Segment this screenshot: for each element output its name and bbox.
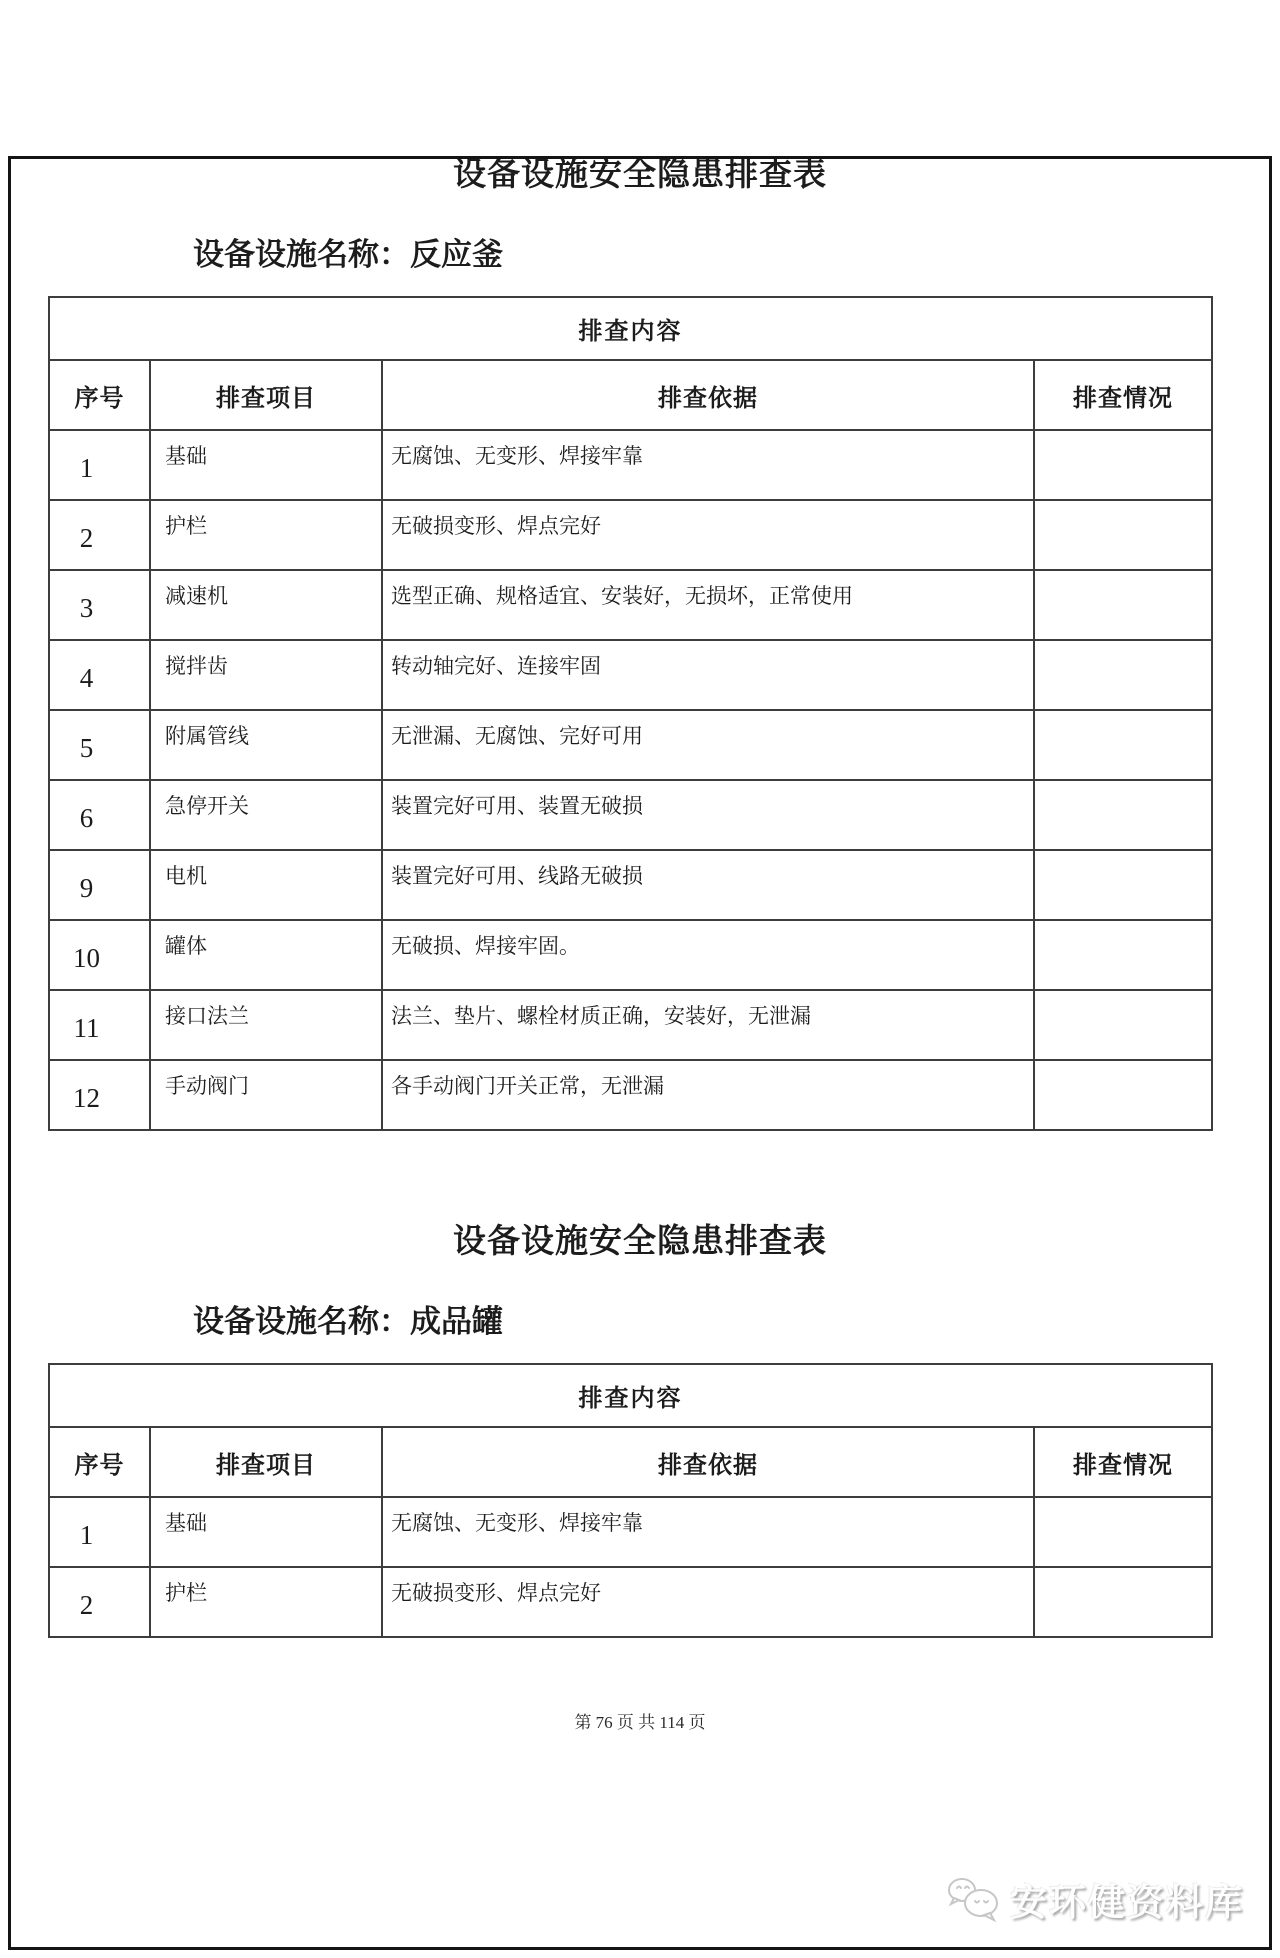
cell-no: 1 (49, 430, 150, 500)
cell-basis: 无破损变形、焊点完好 (382, 500, 1034, 570)
cell-status (1034, 710, 1212, 780)
caption-row (49, 297, 1212, 360)
column-header: 排查情况 (1034, 1427, 1212, 1497)
cell-item: 罐体 (150, 920, 382, 990)
cell-basis: 装置完好可用、线路无破损 (382, 850, 1034, 920)
cell-no: 10 (49, 920, 150, 990)
cell-status (1034, 850, 1212, 920)
table-row (49, 430, 1212, 500)
table-caption: 排查内容 (49, 1364, 1212, 1427)
cell-item: 减速机 (150, 570, 382, 640)
cell-basis: 无破损、焊接牢固。 (382, 920, 1034, 990)
table-row (49, 1497, 1212, 1567)
cell-item: 搅拌齿 (150, 640, 382, 710)
cell-no: 12 (49, 1060, 150, 1130)
cell-status (1034, 920, 1212, 990)
cell-basis: 无腐蚀、无变形、焊接牢靠 (382, 430, 1034, 500)
table-row (49, 780, 1212, 850)
table-row (49, 920, 1212, 990)
equipment-name-line: 设备设施名称：反应釜 (193, 237, 503, 272)
cell-no: 2 (49, 1567, 150, 1637)
watermark (946, 1872, 1244, 1926)
table-row (49, 1060, 1212, 1130)
table-row (49, 1567, 1212, 1637)
inspection-table-reactor (48, 296, 1213, 1131)
cell-no: 4 (49, 640, 150, 710)
table-row (49, 850, 1212, 920)
table-body (49, 430, 1212, 1130)
table-row (49, 710, 1212, 780)
cell-basis: 法兰、垫片、螺栓材质正确，安装好，无泄漏 (382, 990, 1034, 1060)
cell-item: 护栏 (150, 500, 382, 570)
cell-item: 护栏 (150, 1567, 382, 1637)
cell-no: 6 (49, 780, 150, 850)
cell-status (1034, 570, 1212, 640)
cell-basis: 转动轴完好、连接牢固 (382, 640, 1034, 710)
cell-item: 急停开关 (150, 780, 382, 850)
watermark-text: 安环健资料库 (1010, 1883, 1244, 1924)
cell-basis: 各手动阀门开关正常，无泄漏 (382, 1060, 1034, 1130)
cell-basis: 装置完好可用、装置无破损 (382, 780, 1034, 850)
cell-no: 3 (49, 570, 150, 640)
cell-status (1034, 1567, 1212, 1637)
cell-basis: 选型正确、规格适宜、安装好，无损坏，正常使用 (382, 570, 1034, 640)
table-caption: 排查内容 (49, 297, 1212, 360)
page-number: 第 76 页 共 114 页 (574, 1713, 706, 1732)
cell-item: 接口法兰 (150, 990, 382, 1060)
column-header: 排查项目 (150, 1427, 382, 1497)
cell-status (1034, 430, 1212, 500)
column-header: 排查情况 (1034, 360, 1212, 430)
cell-item: 手动阀门 (150, 1060, 382, 1130)
cell-no: 1 (49, 1497, 150, 1567)
cell-basis: 无破损变形、焊点完好 (382, 1567, 1034, 1637)
cell-status (1034, 1060, 1212, 1130)
section-reactor (0, 148, 1280, 1131)
column-header-row (49, 360, 1212, 430)
cell-basis: 无泄漏、无腐蚀、完好可用 (382, 710, 1034, 780)
column-header: 排查项目 (150, 360, 382, 430)
cell-status (1034, 500, 1212, 570)
document-title: 设备设施安全隐患排查表 (453, 157, 827, 193)
inspection-table-product-tank (48, 1363, 1213, 1638)
cell-item: 基础 (150, 1497, 382, 1567)
cell-basis: 无腐蚀、无变形、焊接牢靠 (382, 1497, 1034, 1567)
cell-status (1034, 780, 1212, 850)
table-row (49, 500, 1212, 570)
table-row (49, 990, 1212, 1060)
cell-status (1034, 990, 1212, 1060)
table-row (49, 640, 1212, 710)
cell-item: 电机 (150, 850, 382, 920)
column-header: 排查依据 (382, 360, 1034, 430)
cell-status (1034, 1497, 1212, 1567)
caption-row (49, 1364, 1212, 1427)
column-header: 序号 (49, 360, 150, 430)
cell-item: 附属管线 (150, 710, 382, 780)
table-body (49, 1497, 1212, 1637)
cell-item: 基础 (150, 430, 382, 500)
cell-no: 5 (49, 710, 150, 780)
column-header: 序号 (49, 1427, 150, 1497)
document-title: 设备设施安全隐患排查表 (453, 1224, 827, 1260)
cell-no: 11 (49, 990, 150, 1060)
cell-no: 9 (49, 850, 150, 920)
table-row (49, 570, 1212, 640)
cell-no: 2 (49, 500, 150, 570)
column-header-row (49, 1427, 1212, 1497)
equipment-name-line: 设备设施名称：成品罐 (193, 1304, 503, 1339)
cell-status (1034, 640, 1212, 710)
column-header: 排查依据 (382, 1427, 1034, 1497)
chat-bubbles-logo-icon (946, 1876, 1004, 1922)
section-product-tank (0, 1215, 1280, 1638)
